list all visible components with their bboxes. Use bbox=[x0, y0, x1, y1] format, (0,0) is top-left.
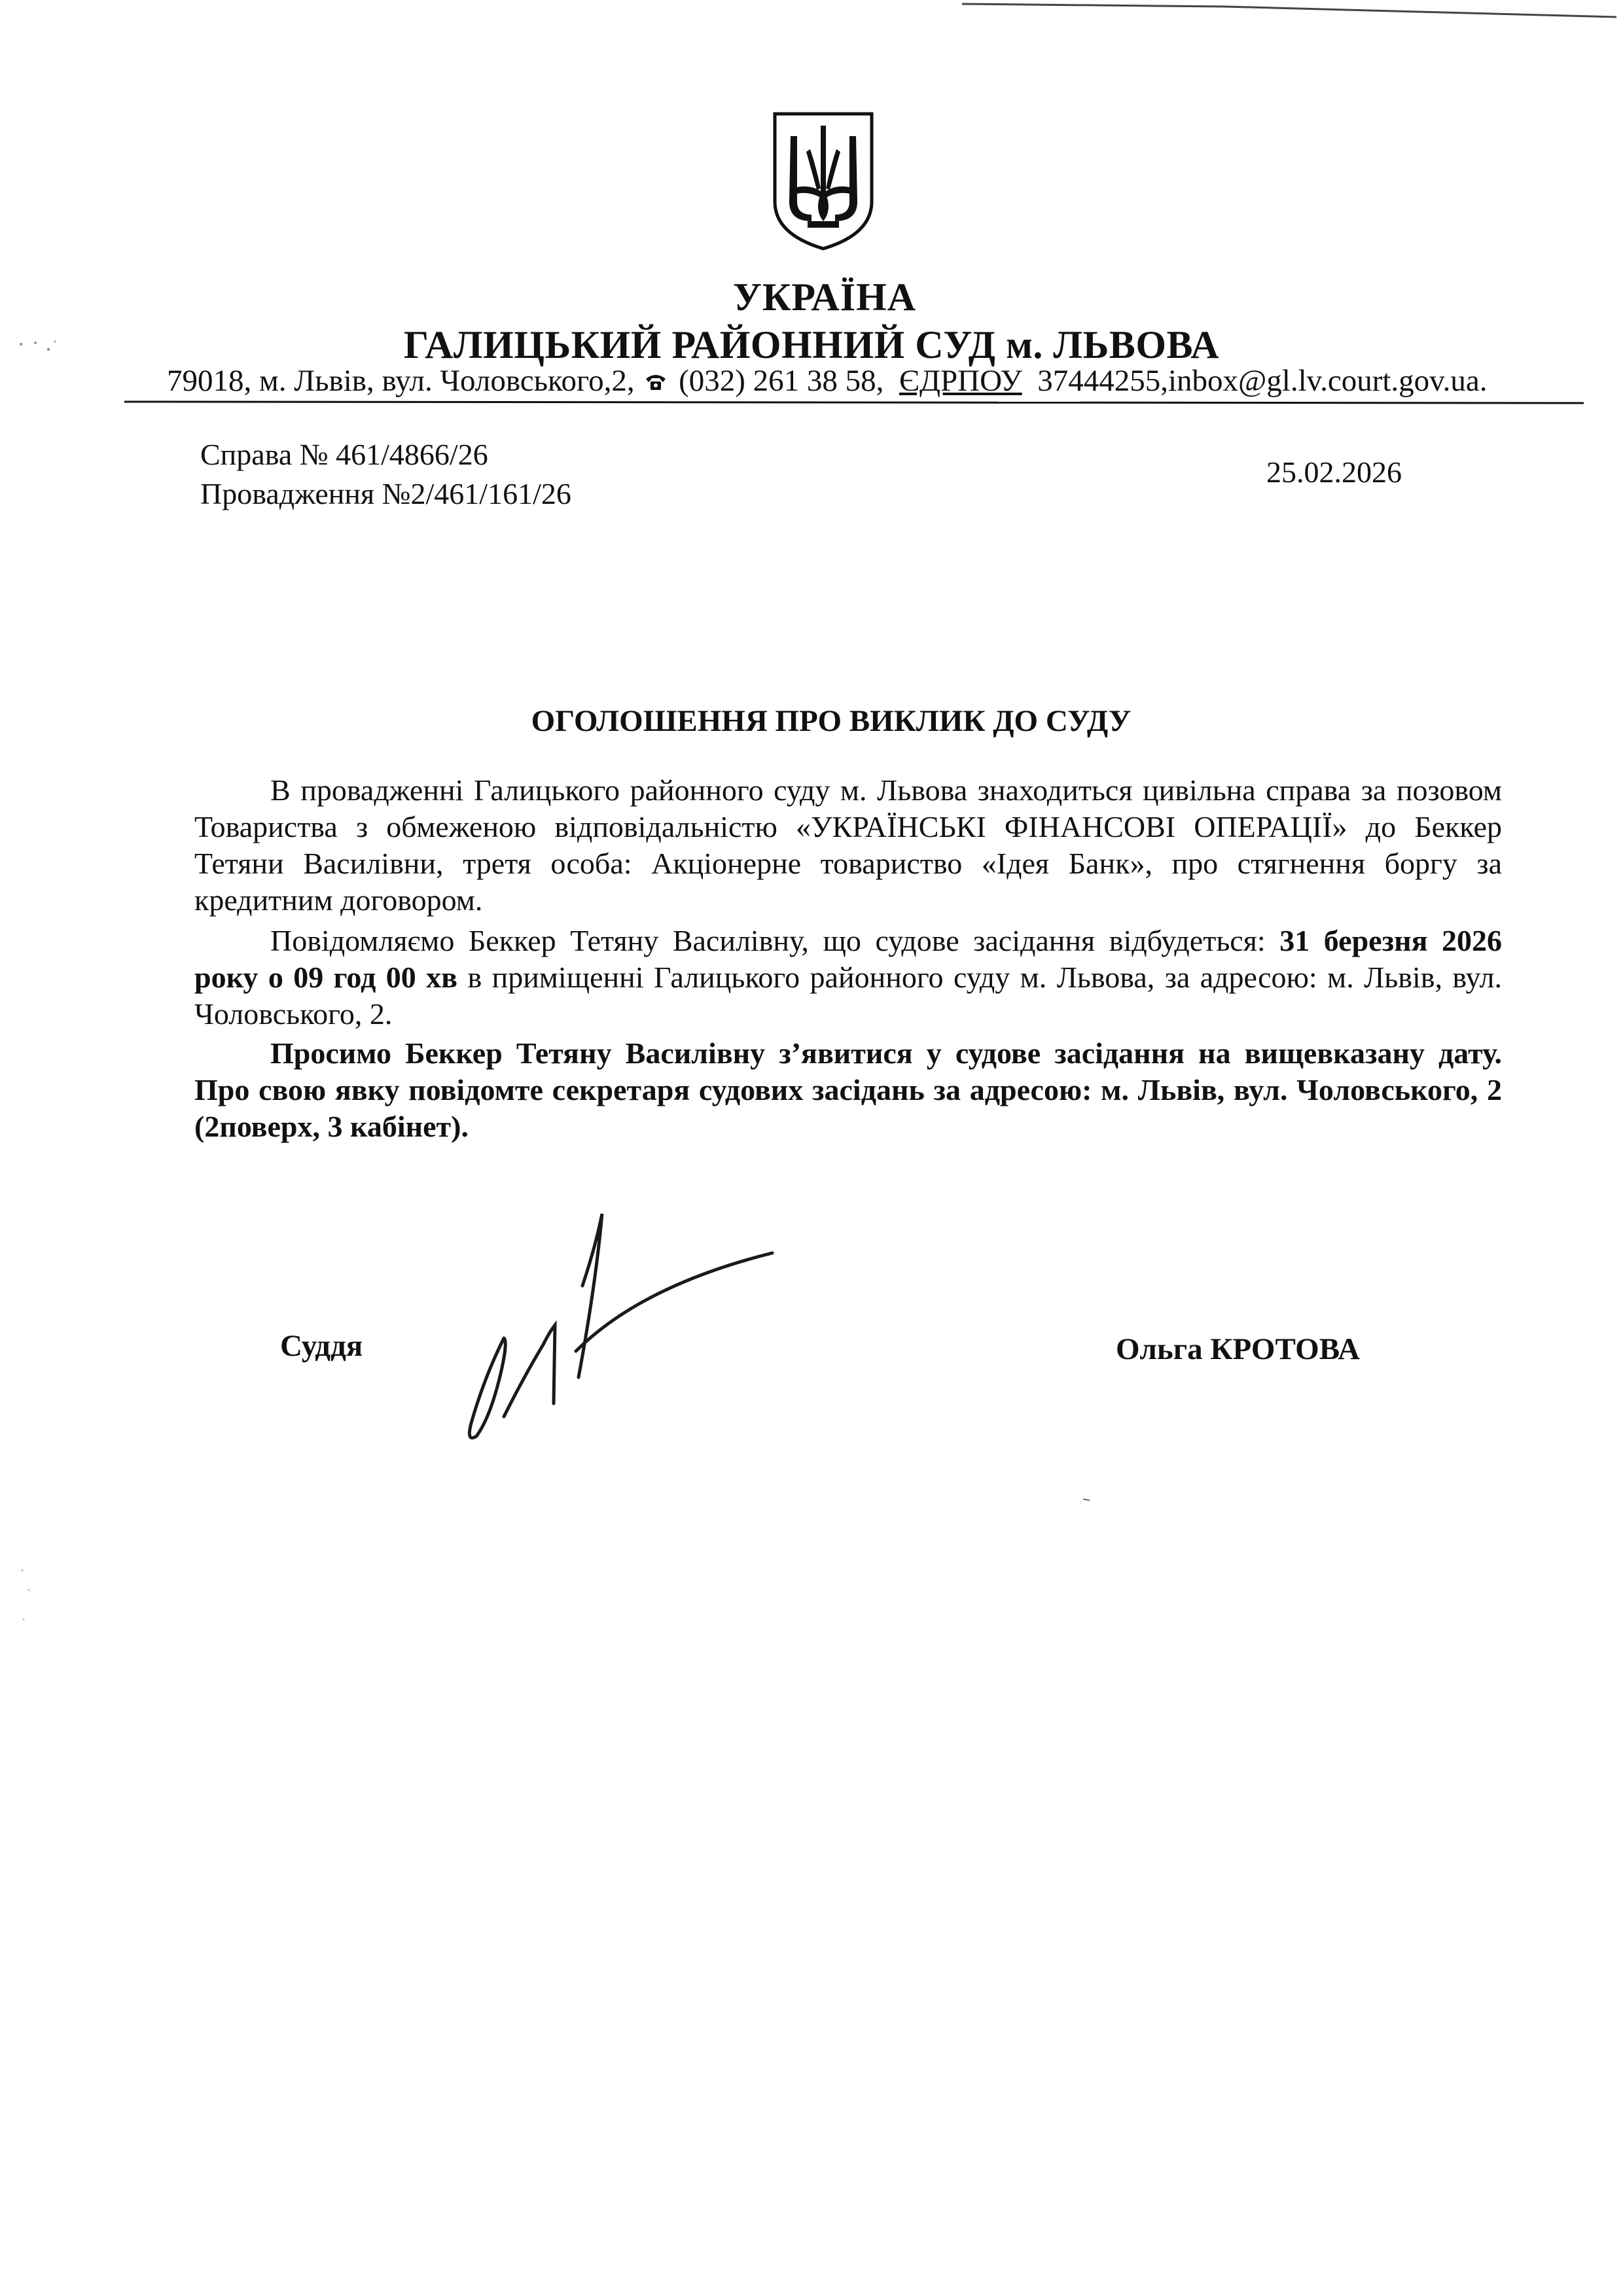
header-court-name: ГАЛИЦЬКИЙ РАЙОННИЙ СУД м. ЛЬВОВА bbox=[403, 323, 1220, 366]
hearing-datetime: 31 березня 2026 року о 09 год 00 хв bbox=[194, 924, 1503, 994]
signature-role: Суддя bbox=[280, 1329, 363, 1363]
ukraine-trident-emblem-icon bbox=[771, 110, 876, 251]
court-address: 79018, м. Львів, вул. Чоловського,2, bbox=[167, 364, 635, 398]
notice-paragraph-1 bbox=[194, 772, 1502, 919]
scan-edge-line bbox=[962, 0, 1616, 21]
paragraph-2-start: Повідомляємо Беккер Тетяну Василівну, що судове засідання відбудеться: bbox=[270, 924, 1280, 957]
notice-paragraph-2 bbox=[194, 923, 1502, 1033]
judge-name: Ольга КРОТОВА bbox=[1116, 1332, 1361, 1366]
notice-title: ОГОЛОШЕННЯ ПРО ВИКЛИК ДО СУДУ bbox=[531, 704, 1132, 738]
scan-mark bbox=[1083, 1498, 1090, 1501]
header-rule bbox=[124, 400, 1584, 404]
paragraph-2-end: в приміщенні Галицького районного суду м. Львова, за адресою: м. Львів, вул. Чоловського, 2. bbox=[194, 961, 1502, 1031]
edrpou-and-email: 37444255,inbox@gl.lv.court.gov.ua. bbox=[1037, 364, 1488, 398]
document-date: 25.02.2026 bbox=[1266, 455, 1402, 489]
case-number: Справа № 461/4866/26 bbox=[200, 438, 488, 471]
telephone-icon bbox=[645, 372, 667, 392]
scan-specks bbox=[9, 340, 62, 1714]
header-contacts bbox=[167, 363, 1487, 398]
court-phone: (032) 261 38 58, bbox=[679, 364, 884, 398]
header-country: УКРАЇНА bbox=[732, 275, 917, 319]
handwritten-signature bbox=[445, 1207, 785, 1456]
notice-paragraph-3 bbox=[194, 1035, 1502, 1145]
paragraph-1-text: В провадженні Галицького районного суду м. Львова знаходиться цивільна справа за позовом Товариства з обмеженою відповідальністю «УКРАЇНСЬКІ ФІНАНСОВІ ОПЕРАЦІЇ» до Беккер Тетяни Василівни, третя особа: Акціонерне товариство «Ідея Банк», про стягнення боргу за кредитним договором. bbox=[194, 773, 1502, 917]
proceeding-number: Провадження №2/461/161/26 bbox=[200, 477, 571, 510]
paragraph-3-text: Просимо Беккер Тетяну Василівну з’явитися у судове засідання на вищевказану дату. Про свою явку повідомте секретаря судових засідань за адресою: м. Львів, вул. Чоловського, 2 (2поверх, 3 кабінет). bbox=[194, 1036, 1502, 1143]
edrpou-label: ЄДРПОУ bbox=[899, 364, 1022, 398]
